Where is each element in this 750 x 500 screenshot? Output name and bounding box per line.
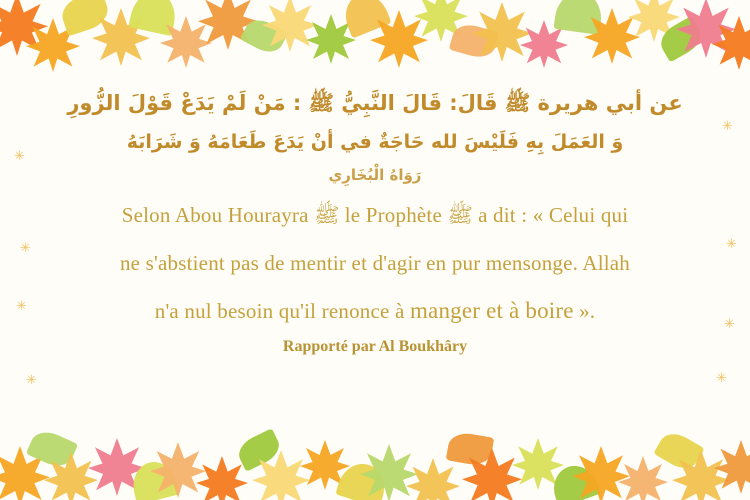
leaf-icon [714, 440, 750, 494]
leaf-icon [370, 10, 428, 68]
leaf-icon [58, 0, 112, 36]
leaf-icon [128, 0, 179, 36]
french-line-3-part-c: ». [573, 299, 596, 323]
leaf-icon [88, 438, 146, 496]
leaf-icon [160, 16, 212, 68]
leaf-icon [553, 0, 604, 35]
leaf-icon [628, 0, 680, 42]
sparkle-icon: ✳ [14, 149, 25, 164]
french-line-3-emphasis: manger et à boire [409, 298, 574, 323]
leaf-icon [406, 458, 460, 500]
french-line-3 [22, 290, 728, 332]
sparkle-icon: ✳ [716, 371, 727, 386]
leaf-icon [547, 460, 601, 500]
leaf-icon [26, 426, 78, 471]
leaf-icon [449, 21, 500, 62]
french-line-1: Selon Abou Hourayra ﷺ le Prophète ﷺ a dit : « Celui qui [121, 203, 629, 227]
leaf-icon [198, 0, 258, 50]
leaf-icon [360, 444, 418, 500]
leaf-icon [26, 18, 80, 72]
leaf-icon [335, 458, 390, 500]
leaf-icon [618, 456, 668, 500]
leaf-icon [520, 20, 568, 68]
leaf-icon [653, 428, 704, 475]
sparkle-icon: ✳ [26, 373, 37, 388]
leaf-icon [0, 0, 48, 56]
leaf-icon [572, 446, 630, 500]
leaf-icon [196, 456, 248, 500]
leaf-icon [262, 0, 318, 52]
leaf-icon [655, 16, 706, 63]
autumn-leaf-border-top [0, 0, 750, 78]
leaf-icon [414, 0, 468, 42]
sparkle-icon: ✳ [722, 119, 733, 134]
leaf-icon [584, 8, 640, 64]
french-line-3-part-a: n'a nul besoin qu'il renonce à [154, 299, 410, 323]
leaf-icon [676, 0, 736, 58]
leaf-icon [712, 16, 750, 70]
sparkle-icon: ✳ [726, 237, 737, 252]
hadith-content [0, 74, 750, 426]
leaf-icon [240, 14, 288, 58]
leaf-icon [252, 450, 310, 500]
french-line-2: ne s'abstient pas de mentir et d'agir en pur mensonge. Allah [119, 251, 631, 275]
leaf-icon [306, 14, 356, 64]
leaf-icon [300, 440, 350, 490]
autumn-leaf-border-bottom [0, 422, 750, 500]
leaf-icon [92, 8, 150, 66]
leaf-icon [150, 442, 206, 498]
sparkle-icon: ✳ [724, 317, 735, 332]
leaf-icon [44, 452, 98, 500]
leaf-icon [234, 428, 284, 472]
leaf-icon [338, 0, 391, 38]
french-source: Rapporté par Al Boukhâry [282, 338, 468, 355]
leaf-icon [446, 430, 495, 467]
arabic-line-2: وَ العَمَلَ بِهِ فَلَيْسَ لله حَاجَةٌ في أنْ يَدَعَ طَعَامَهُ وَ شَرَابَهُ [126, 131, 624, 153]
leaf-icon [512, 438, 564, 490]
sparkle-icon: ✳ [16, 299, 27, 314]
leaf-icon [0, 446, 50, 500]
leaf-icon [462, 448, 522, 500]
arabic-line-1: عن أبي هريرة ﷺ قَالَ: قَالَ النَّبِيُّ ﷺ : مَنْ لَمْ يَدَعْ قَوْلَ الزُّورِ [67, 91, 683, 115]
leaf-icon [472, 2, 532, 62]
leaf-icon [128, 457, 180, 500]
arabic-source: رَوَاهُ الْبُخَارِي [328, 166, 422, 184]
sparkle-icon: ✳ [20, 241, 31, 256]
leaf-icon [672, 450, 730, 500]
